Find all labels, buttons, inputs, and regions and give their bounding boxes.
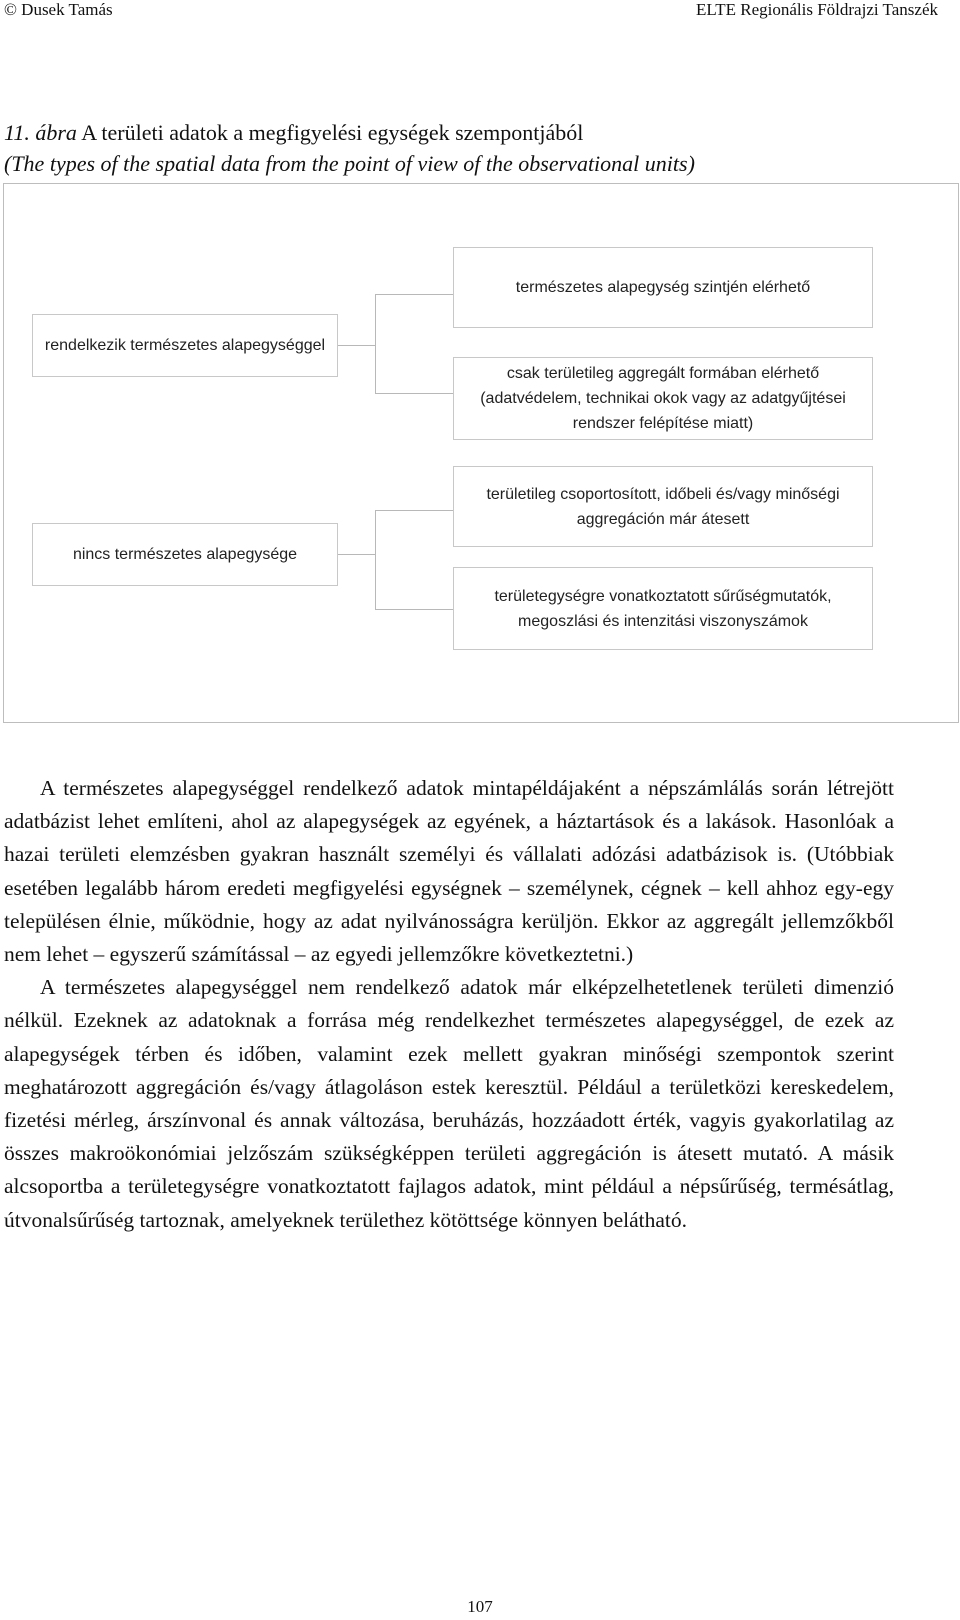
connector-line [375,294,453,295]
box-grouped-aggregated: területileg csoportosított, időbeli és/vagy minőségi aggregáción már átesett [453,466,873,547]
box-density-indicators: területegységre vonatkoztatott sűrűségmutatók, megoszlási és intenzitási viszonyszámok [453,567,873,650]
connector-line [338,345,375,346]
connector-line [375,393,453,394]
box-aggregated-only: csak területileg aggregált formában elérhető (adatvédelem, technikai okok vagy az adatgyűjtései rendszer felépítése miatt) [453,357,873,440]
paragraph: A természetes alapegységgel nem rendelkező adatok már elképzelhetetlenek területi dimenzió nélkül. Ezeknek az adatoknak a forrása még rendelkezhet természetes alapegységgel, de ezek az alapegységek térben és időben, valamint ezek mellett gyakran minőségi szempontok szerint meghatározott aggregáción és/vagy átlagoláson estek keresztül. Például a területközi kereskedelem, fizetési mérleg, árszínvonal és annak változása, beruházás, hozzáadott érték, vagyis gyakorlatilag az összes makroökonómiai jelzőszám szükségképpen területi aggregáción is átesett mutató. A másik alcsoportba a területegységre vonatkoztatott fajlagos adatok, mint például a népsűrűség, termésátlag, útvonalsűrűség tartoznak, amelyeknek területhez kötöttsége könnyen belátható. [4,975,894,1232]
connector-line [338,554,375,555]
header-department: ELTE Regionális Földrajzi Tanszék [696,0,938,19]
connector-line [375,510,376,610]
connector-line [375,510,453,511]
box-has-natural-unit: rendelkezik természetes alapegységgel [32,314,338,377]
figure-title: A területi adatok a megfigyelési egységek szempontjából [76,120,584,145]
header-copyright: © Dusek Tamás [4,0,113,19]
body-text [4,772,894,1237]
figure-subtitle: (The types of the spatial data from the point of view of the observational units) [4,151,695,176]
connector-line [375,294,376,394]
figure-caption [4,117,944,179]
connector-line [375,609,453,610]
figure-number: 11. ábra [4,120,77,145]
box-no-natural-unit: nincs természetes alapegysége [32,523,338,586]
page-number: 107 [467,1597,493,1616]
box-natural-unit-level: természetes alapegység szintjén elérhető [453,247,873,328]
caption-title-line [4,117,944,148]
diagram-frame [3,183,959,723]
paragraph: A természetes alapegységgel rendelkező adatok mintapéldájaként a népszámlálás során létrejött adatbázist lehet említeni, ahol az alapegységek az egyének, a háztartások és a lakások. Hasonlóak a hazai területi elemzésben gyakran használt személyi és vállalati adózási adatbázisok is. (Utóbbiak esetében legalább három eredeti megfigyelési egységnek – személynek, cégnek – kell ahhoz egy-egy településen élnie, működnie, hogy az adat nyilvánosságra kerüljön. Ekkor az aggregált jellemzőkből nem lehet – egyszerű számítással – az egyedi jellemzőkre következtetni.) [4,776,894,967]
